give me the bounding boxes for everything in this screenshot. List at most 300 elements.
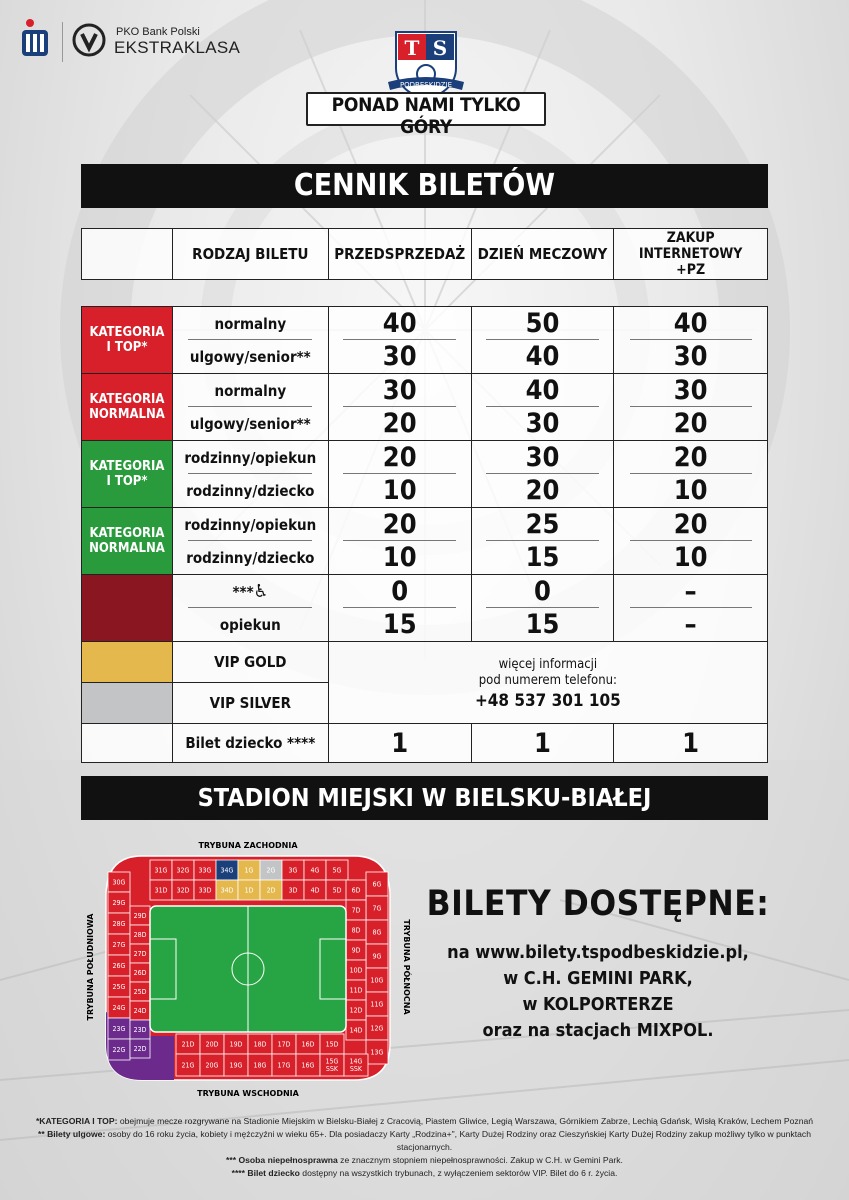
- sector-3G-label: 3G: [288, 866, 298, 875]
- sector-27D-label: 27D: [133, 950, 147, 958]
- sector-2G: [260, 860, 282, 880]
- tickets-available-title: BILETY DOSTĘPNE:: [426, 884, 770, 924]
- price-row: [82, 575, 768, 642]
- sector-21D: [176, 1034, 200, 1054]
- sector-27G: [108, 934, 130, 955]
- sector-label-line: SSK: [325, 1065, 339, 1073]
- sector-31D: [150, 880, 172, 900]
- sector-11D-label: 11D: [349, 986, 363, 995]
- sector-21D-label: 21D: [181, 1040, 195, 1049]
- location-line-4: oraz na stacjach MIXPOL.: [482, 1020, 714, 1041]
- price-presale-text: 20: [382, 442, 417, 473]
- child-ticket-row: [82, 724, 768, 763]
- sector-15D: [320, 1034, 344, 1054]
- sector-11G: [366, 992, 388, 1016]
- price-online-text: 20: [673, 509, 708, 540]
- sector-13G-label: 13G: [370, 1048, 384, 1057]
- header-presale: PRZEDSPRZEDAŻ: [328, 229, 471, 280]
- sector-20D-label: 20D: [205, 1040, 219, 1049]
- footnote-3-label: *** Osoba niepełnosprawna: [226, 1155, 338, 1165]
- sector-18D-label: 18D: [253, 1040, 267, 1049]
- child-price-match: 1: [471, 724, 614, 763]
- sector-8G-label: 8G: [372, 928, 382, 937]
- ticket-type-text: normalny: [214, 314, 287, 333]
- location-line-1: na www.bilety.tspodbeskidzie.pl,: [447, 942, 749, 963]
- price-match-text: 20: [525, 475, 560, 506]
- stand-south-label: TRYBUNA POŁUDNIOWA: [86, 913, 95, 1021]
- sector-label-line: SSK: [349, 1065, 363, 1073]
- sector-2D: [260, 880, 282, 900]
- sector-27D: [130, 944, 150, 963]
- ticket-type-text: ulgowy/senior**: [189, 414, 311, 433]
- sector-25D: [130, 982, 150, 1001]
- ticket-type: [173, 441, 328, 474]
- ticket-type-cell: [172, 575, 328, 642]
- vip-phone: +48 537 301 105: [474, 690, 621, 711]
- price-match-text: 15: [525, 542, 560, 573]
- sector-24G: [108, 997, 130, 1018]
- price-match-cell: [471, 575, 614, 642]
- pko-logo: [20, 18, 50, 58]
- price-online-text: –: [684, 609, 697, 640]
- vip-silver-swatch: [82, 683, 173, 724]
- price-match: [472, 374, 614, 407]
- price-online-cell: [614, 441, 768, 508]
- sector-33D: [194, 880, 216, 900]
- sector-9G-label: 9G: [372, 952, 382, 961]
- price-match-text: 0: [534, 576, 551, 607]
- category-cell: KATEGORIA I TOP*: [82, 307, 173, 374]
- footnote-4: [20, 1167, 829, 1180]
- sector-10D-label: 10D: [349, 966, 363, 975]
- price-match-cell: [471, 374, 614, 441]
- stand-west-label: TRYBUNA ZACHODNIA: [198, 841, 298, 850]
- footnote-1: [20, 1115, 829, 1128]
- child-ticket-label: Bilet dziecko ****: [172, 724, 328, 763]
- price-online-text: 10: [673, 475, 708, 506]
- sector-23D-label: 23D: [133, 1026, 147, 1034]
- price-presale: [329, 575, 471, 608]
- price-online: [614, 608, 767, 641]
- price-online: [614, 374, 767, 407]
- price-table: [81, 228, 768, 763]
- sector-8D: [346, 920, 366, 940]
- sector-1G-label: 1G: [244, 866, 254, 875]
- sector-7G-label: 7G: [372, 904, 382, 913]
- header-ticket-type: RODZAJ BILETU: [172, 229, 328, 280]
- category-cell: KATEGORIA NORMALNA: [82, 374, 173, 441]
- sector-17G: [272, 1054, 296, 1076]
- sector-16G-label: 16G: [301, 1061, 315, 1070]
- price-presale: [329, 407, 471, 440]
- sector-18G: [248, 1054, 272, 1076]
- sector-6D-label: 6D: [351, 886, 361, 895]
- category-cell: [82, 575, 173, 642]
- sector-10D: [346, 960, 366, 980]
- sector-24D-label: 24D: [133, 1007, 147, 1015]
- sector-7D: [346, 900, 366, 920]
- price-online-text: –: [684, 576, 697, 607]
- sector-21G-label: 21G: [181, 1061, 195, 1070]
- ticket-type: [173, 541, 328, 574]
- price-match: [472, 407, 614, 440]
- sector-34G-label: 34G: [220, 866, 234, 875]
- sector-12G-label: 12G: [370, 1024, 384, 1033]
- ticket-type-text: rodzinny/dziecko: [186, 481, 315, 500]
- sector-14G-SSK: [344, 1054, 368, 1076]
- footnote-2-text: osoby do 16 roku życia, kobiety i mężczyźni w wieku 65+. Dla posiadaczy Karty „Rodzina+", Karty Dużej Rodziny oraz Cieszyńskiej Karty Dużej Rodziny zakup możliwy tylko w punktach stacjonarnych.: [105, 1129, 811, 1152]
- sector-20G: [200, 1054, 224, 1076]
- footnote-3: [20, 1154, 829, 1167]
- child-price-presale: 1: [328, 724, 471, 763]
- ekstraklasa-name: EKSTRAKLASA: [114, 38, 241, 57]
- child-empty-cell: [82, 724, 173, 763]
- price-presale-text: 20: [382, 408, 417, 439]
- price-online: [614, 575, 767, 608]
- sector-3D-label: 3D: [288, 886, 298, 895]
- price-online: [614, 407, 767, 440]
- sector-9D-label: 9D: [351, 946, 361, 955]
- price-row: [82, 508, 768, 575]
- sector-34G: [216, 860, 238, 880]
- sector-26G: [108, 955, 130, 976]
- footnote-2-label: ** Bilety ulgowe:: [38, 1129, 106, 1139]
- ticket-type-cell: [172, 307, 328, 374]
- sector-1D: [238, 880, 260, 900]
- sector-33G: [194, 860, 216, 880]
- price-presale: [329, 508, 471, 541]
- sector-1D-label: 1D: [244, 886, 254, 895]
- sector-23G-label: 23G: [112, 1025, 126, 1033]
- sector-10G: [366, 968, 388, 992]
- header-match-day: DZIEŃ MECZOWY: [471, 229, 614, 280]
- sector-6G: [366, 872, 388, 896]
- sector-12D-label: 12D: [349, 1006, 363, 1015]
- crest-letter-t: T: [404, 36, 420, 60]
- price-presale-text: 30: [382, 341, 417, 372]
- sector-7D-label: 7D: [351, 906, 361, 915]
- sector-29D: [130, 906, 150, 925]
- sector-18D: [248, 1034, 272, 1054]
- sector-14D: [346, 1020, 366, 1040]
- ticket-type: [173, 307, 328, 340]
- price-match-text: 30: [525, 442, 560, 473]
- table-header-row: [82, 229, 768, 280]
- header-empty-cell: [82, 229, 173, 280]
- ticket-type-cell: [172, 374, 328, 441]
- price-online-cell: [614, 374, 768, 441]
- price-match: [472, 340, 614, 373]
- header-divider: [62, 22, 63, 62]
- vip-info-cell: [328, 642, 767, 724]
- header-online: ZAKUP INTERNETOWY +PZ: [614, 229, 768, 280]
- price-presale: [329, 307, 471, 340]
- price-match-cell: [471, 307, 614, 374]
- sector-3D: [282, 880, 304, 900]
- price-match-cell: [471, 508, 614, 575]
- price-online-cell: [614, 508, 768, 575]
- sector-12D: [346, 1000, 366, 1020]
- price-match: [472, 608, 614, 641]
- sector-32D: [172, 880, 194, 900]
- price-rows: [82, 307, 768, 642]
- sector-26G-label: 26G: [112, 962, 126, 970]
- price-online-text: 20: [673, 442, 708, 473]
- price-match-text: 50: [525, 308, 560, 339]
- sector-6D: [346, 880, 366, 900]
- sector-24D: [130, 1001, 150, 1020]
- footnote-1-label: *KATEGORIA I TOP:: [35, 1116, 118, 1126]
- sector-29G: [108, 892, 130, 913]
- sector-22D-label: 22D: [133, 1045, 147, 1053]
- sector-9G: [366, 944, 388, 968]
- price-online-text: 20: [673, 408, 708, 439]
- price-presale-text: 10: [382, 475, 417, 506]
- sector-5G: [326, 860, 348, 880]
- sector-5D-label: 5D: [332, 886, 342, 895]
- price-online-text: 10: [673, 542, 708, 573]
- price-presale-text: 30: [382, 375, 417, 406]
- sector-26D: [130, 963, 150, 982]
- location-line-2: w C.H. GEMINI PARK,: [503, 968, 693, 989]
- vip-gold-label: VIP GOLD: [172, 642, 328, 683]
- sector-14G-SSK-label: [350, 1058, 363, 1074]
- location-line-3: w KOLPORTERZE: [522, 994, 674, 1015]
- sector-32G-label: 32G: [176, 866, 190, 875]
- price-presale-cell: [328, 575, 471, 642]
- footnote-4-label: **** Bilet dziecko: [231, 1168, 300, 1178]
- sector-14D-label: 14D: [349, 1026, 363, 1035]
- sector-12G: [366, 1016, 388, 1040]
- sector-4G-label: 4G: [310, 866, 320, 875]
- sector-4G: [304, 860, 326, 880]
- sector-31D-label: 31D: [154, 886, 168, 895]
- ticket-type: [173, 508, 328, 541]
- sector-10G-label: 10G: [370, 976, 384, 985]
- ticket-type-text: rodzinny/opiekun: [184, 515, 317, 534]
- sector-20G-label: 20G: [205, 1061, 219, 1070]
- sector-2D-label: 2D: [266, 886, 276, 895]
- sector-17D: [272, 1034, 296, 1054]
- price-match: [472, 508, 614, 541]
- price-presale-cell: [328, 441, 471, 508]
- price-presale-cell: [328, 307, 471, 374]
- footnotes: [20, 1115, 829, 1180]
- sector-22G-label: 22G: [112, 1046, 126, 1054]
- sector-23D: [130, 1020, 150, 1039]
- sector-28G-label: 28G: [112, 920, 126, 928]
- sector-4D: [304, 880, 326, 900]
- sector-32D-label: 32D: [176, 886, 190, 895]
- ekstraklasa-ball-icon: [72, 22, 106, 58]
- sector-34D: [216, 880, 238, 900]
- price-online-text: 30: [673, 341, 708, 372]
- sector-22D: [130, 1039, 150, 1058]
- stadium-title: STADION MIEJSKI W BIELSKU-BIAŁEJ: [81, 776, 768, 820]
- sector-23G: [108, 1018, 130, 1039]
- price-presale-text: 40: [382, 308, 417, 339]
- sector-29G-label: 29G: [112, 899, 126, 907]
- sector-28G: [108, 913, 130, 934]
- sector-29D-label: 29D: [133, 912, 147, 920]
- crest-letter-s: S: [432, 36, 448, 60]
- price-match-text: 15: [525, 609, 560, 640]
- price-row: [82, 307, 768, 374]
- ekstraklasa-sponsor: PKO Bank Polski: [116, 26, 200, 38]
- ticket-type-text: rodzinny/opiekun: [184, 448, 317, 467]
- sector-19D: [224, 1034, 248, 1054]
- sector-19G-label: 19G: [229, 1061, 243, 1070]
- footnote-3-text: ze znacznym stopniem niepełnosprawności. Zakup w C.H. w Gemini Park.: [337, 1155, 623, 1165]
- sector-label-line: 14G: [349, 1057, 363, 1066]
- price-row: [82, 441, 768, 508]
- sector-19D-label: 19D: [229, 1040, 243, 1049]
- sector-16D: [296, 1034, 320, 1054]
- sector-15G-SSK-label: [326, 1058, 339, 1074]
- footnote-2: [20, 1128, 829, 1154]
- ticket-type-text: ***: [232, 582, 254, 601]
- sector-25G-label: 25G: [112, 983, 126, 991]
- sector-33D-label: 33D: [198, 886, 212, 895]
- price-online: [614, 441, 767, 474]
- price-online-text: 40: [673, 308, 708, 339]
- price-presale: [329, 441, 471, 474]
- ticket-type: [173, 575, 328, 608]
- price-match-text: 30: [525, 408, 560, 439]
- ticket-type: [173, 374, 328, 407]
- price-presale: [329, 541, 471, 574]
- stand-north-label: TRYBUNA PÓŁNOCNA: [402, 919, 411, 1015]
- ticket-type: [173, 340, 328, 373]
- price-presale: [329, 608, 471, 641]
- ticket-type-cell: [172, 508, 328, 575]
- ticket-type-text: ulgowy/senior**: [189, 347, 311, 366]
- category-cell: KATEGORIA NORMALNA: [82, 508, 173, 575]
- price-online: [614, 307, 767, 340]
- price-online-text: 30: [673, 375, 708, 406]
- sector-32G: [172, 860, 194, 880]
- sector-30G: [108, 872, 130, 892]
- sector-1G: [238, 860, 260, 880]
- sector-11D: [346, 980, 366, 1000]
- vip-silver-label: VIP SILVER: [172, 683, 328, 724]
- sector-22G: [108, 1039, 130, 1060]
- sector-label-line: 15G: [325, 1057, 339, 1066]
- price-online: [614, 508, 767, 541]
- price-presale-text: 10: [382, 542, 417, 573]
- price-presale-cell: [328, 374, 471, 441]
- sector-31G: [150, 860, 172, 880]
- sector-17G-label: 17G: [277, 1061, 291, 1070]
- sector-7G: [366, 896, 388, 920]
- category-cell: KATEGORIA I TOP*: [82, 441, 173, 508]
- sector-18G-label: 18G: [253, 1061, 267, 1070]
- price-list-title: CENNIK BILETÓW: [81, 164, 768, 208]
- sector-19G: [224, 1054, 248, 1076]
- price-presale-cell: [328, 508, 471, 575]
- ticket-type-cell: [172, 441, 328, 508]
- vip-gold-row: [82, 642, 768, 683]
- sector-9D: [346, 940, 366, 960]
- sector-16G: [296, 1054, 320, 1076]
- sector-33G-label: 33G: [198, 866, 212, 875]
- sector-4D-label: 4D: [310, 886, 320, 895]
- sector-31G-label: 31G: [154, 866, 168, 875]
- sector-6G-label: 6G: [372, 880, 382, 889]
- vip-info-line1: więcej informacji: [498, 656, 598, 672]
- sector-5D: [326, 880, 348, 900]
- price-match: [472, 575, 614, 608]
- wheelchair-icon: ♿: [253, 581, 269, 602]
- price-presale-text: 0: [391, 576, 409, 607]
- stand-east-label: TRYBUNA WSCHODNIA: [197, 1089, 299, 1098]
- price-online: [614, 474, 767, 507]
- price-row: [82, 374, 768, 441]
- sector-11G-label: 11G: [370, 1000, 384, 1009]
- crest-name: PODBESKIDZIE: [399, 81, 453, 89]
- price-match-text: 25: [525, 509, 560, 540]
- price-presale-text: 15: [382, 609, 417, 640]
- price-presale: [329, 474, 471, 507]
- sector-20D: [200, 1034, 224, 1054]
- price-match: [472, 474, 614, 507]
- sector-13G: [366, 1040, 388, 1064]
- sector-17D-label: 17D: [277, 1040, 291, 1049]
- child-price-online: 1: [614, 724, 768, 763]
- ticket-type: [173, 407, 328, 440]
- price-match: [472, 307, 614, 340]
- price-online-cell: [614, 575, 768, 642]
- price-match-text: 40: [525, 375, 560, 406]
- price-online: [614, 340, 767, 373]
- sector-28D-label: 28D: [133, 931, 147, 939]
- sector-16D-label: 16D: [301, 1040, 315, 1049]
- ticket-type-text: rodzinny/dziecko: [186, 548, 315, 567]
- ticket-type-text: normalny: [214, 381, 287, 400]
- price-match-cell: [471, 441, 614, 508]
- sector-8D-label: 8D: [351, 926, 361, 935]
- ticket-type-text: opiekun: [219, 615, 281, 634]
- sector-3G: [282, 860, 304, 880]
- sector-26D-label: 26D: [133, 969, 147, 977]
- sector-27G-label: 27G: [112, 941, 126, 949]
- footnote-1-text: obejmuje mecze rozgrywane na Stadionie Miejskim w Bielsku-Białej z Cracovią, Piastem Gliwice, Legią Warszawa, Górnikiem Zabrze, Lechią Gdańsk, Wisłą Kraków, Lechem Poznań: [117, 1116, 814, 1126]
- tickets-available-locations: [418, 940, 778, 1044]
- sector-25D-label: 25D: [133, 988, 147, 996]
- sector-5G-label: 5G: [332, 866, 342, 875]
- price-presale: [329, 340, 471, 373]
- price-online: [614, 541, 767, 574]
- slogan: PONAD NAMI TYLKO GÓRY: [331, 94, 521, 138]
- ticket-type: [173, 474, 328, 507]
- vip-info-line2: pod numerem telefonu:: [478, 672, 617, 688]
- price-online-cell: [614, 307, 768, 374]
- sector-24G-label: 24G: [112, 1004, 126, 1012]
- sector-30G-label: 30G: [112, 878, 126, 887]
- ticket-type: [173, 608, 328, 641]
- sector-15D-label: 15D: [325, 1040, 339, 1049]
- price-match: [472, 441, 614, 474]
- sector-28D: [130, 925, 150, 944]
- footnote-4-text: dostępny na wszystkich trybunach, z wyłączeniem sektorów VIP. Bilet do 6 r. życia.: [299, 1168, 618, 1178]
- price-match: [472, 541, 614, 574]
- sector-34D-label: 34D: [220, 886, 234, 895]
- table-gap: [82, 280, 768, 307]
- price-match-text: 40: [525, 341, 560, 372]
- sector-8G: [366, 920, 388, 944]
- sector-2G-label: 2G: [266, 866, 276, 875]
- sector-21G: [176, 1054, 200, 1076]
